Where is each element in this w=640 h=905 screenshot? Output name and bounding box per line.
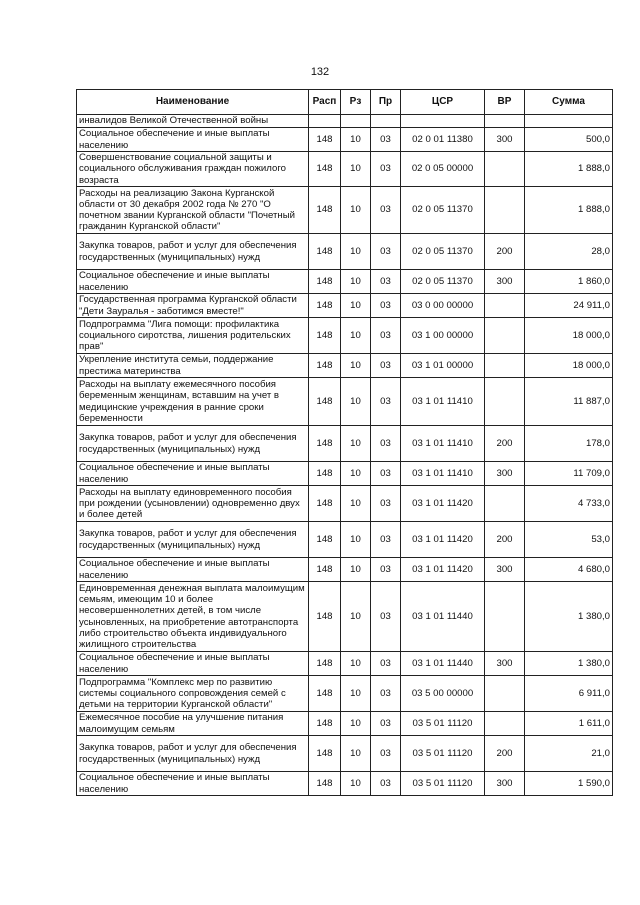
cell-rz: 10 — [341, 582, 371, 652]
cell-sum: 18 000,0 — [525, 318, 613, 354]
cell-rz: 10 — [341, 462, 371, 486]
cell-rz: 10 — [341, 128, 371, 152]
cell-pr: 03 — [371, 426, 401, 462]
cell-vr: 200 — [485, 522, 525, 558]
table-row — [77, 558, 613, 582]
cell-rasp: 148 — [309, 522, 341, 558]
cell-csr: 03 1 00 00000 — [401, 318, 485, 354]
cell-csr: 02 0 05 00000 — [401, 152, 485, 187]
header-pr: Пр — [371, 90, 401, 115]
cell-name: Подпрограмма "Лига помощи: профилактика социального сиротства, лишения родительских прав" — [77, 318, 309, 354]
cell-rasp: 148 — [309, 378, 341, 426]
table-row — [77, 187, 613, 234]
cell-vr — [485, 152, 525, 187]
table-row — [77, 294, 613, 318]
cell-rz: 10 — [341, 234, 371, 270]
header-name: Наименование — [77, 90, 309, 115]
table-row — [77, 462, 613, 486]
cell-name: Ежемесячное пособие на улучшение питания малоимущим семьям — [77, 712, 309, 736]
cell-vr: 300 — [485, 270, 525, 294]
cell-sum: 11 709,0 — [525, 462, 613, 486]
cell-vr — [485, 676, 525, 712]
header-vr: ВР — [485, 90, 525, 115]
cell-csr: 03 1 01 11410 — [401, 462, 485, 486]
cell-vr — [485, 115, 525, 128]
table-header-row — [77, 90, 613, 115]
cell-pr: 03 — [371, 354, 401, 378]
cell-rz: 10 — [341, 354, 371, 378]
cell-rasp: 148 — [309, 270, 341, 294]
header-csr: ЦСР — [401, 90, 485, 115]
table-row — [77, 652, 613, 676]
cell-csr: 03 5 01 11120 — [401, 772, 485, 796]
cell-name: Социальное обеспечение и иные выплаты населению — [77, 558, 309, 582]
cell-sum: 21,0 — [525, 736, 613, 772]
cell-csr: 02 0 01 11380 — [401, 128, 485, 152]
table-body — [77, 115, 613, 796]
cell-vr: 200 — [485, 234, 525, 270]
budget-table — [76, 89, 613, 796]
cell-pr: 03 — [371, 736, 401, 772]
cell-pr: 03 — [371, 270, 401, 294]
cell-sum: 1 611,0 — [525, 712, 613, 736]
cell-vr — [485, 318, 525, 354]
table-row — [77, 378, 613, 426]
cell-vr — [485, 486, 525, 522]
cell-rasp: 148 — [309, 187, 341, 234]
cell-csr: 03 1 01 11410 — [401, 378, 485, 426]
cell-name: Совершенствование социальной защиты и социального обслуживания граждан пожилого возраста — [77, 152, 309, 187]
cell-rasp — [309, 115, 341, 128]
cell-pr: 03 — [371, 652, 401, 676]
cell-rz: 10 — [341, 270, 371, 294]
table-row — [77, 772, 613, 796]
cell-sum: 18 000,0 — [525, 354, 613, 378]
cell-pr: 03 — [371, 187, 401, 234]
cell-name: Социальное обеспечение и иные выплаты населению — [77, 772, 309, 796]
cell-name: Государственная программа Курганской области "Дети Зауралья - заботимся вместе!" — [77, 294, 309, 318]
cell-vr: 200 — [485, 736, 525, 772]
cell-csr: 03 1 01 00000 — [401, 354, 485, 378]
cell-name: Социальное обеспечение и иные выплаты населению — [77, 128, 309, 152]
cell-rz — [341, 115, 371, 128]
table-row — [77, 736, 613, 772]
cell-name: Социальное обеспечение и иные выплаты населению — [77, 270, 309, 294]
cell-pr: 03 — [371, 486, 401, 522]
cell-pr: 03 — [371, 558, 401, 582]
page-number: 132 — [310, 66, 330, 78]
cell-pr: 03 — [371, 522, 401, 558]
cell-pr — [371, 115, 401, 128]
cell-name: Укрепление института семьи, поддержание престижа материнства — [77, 354, 309, 378]
cell-rasp: 148 — [309, 772, 341, 796]
cell-csr: 03 1 01 11440 — [401, 582, 485, 652]
cell-rz: 10 — [341, 187, 371, 234]
cell-rasp: 148 — [309, 234, 341, 270]
cell-sum: 1 380,0 — [525, 582, 613, 652]
cell-sum: 1 888,0 — [525, 187, 613, 234]
cell-rasp: 148 — [309, 486, 341, 522]
cell-sum: 178,0 — [525, 426, 613, 462]
table-row — [77, 115, 613, 128]
cell-sum: 1 380,0 — [525, 652, 613, 676]
cell-csr: 03 1 01 11440 — [401, 652, 485, 676]
cell-vr: 300 — [485, 652, 525, 676]
cell-rasp: 148 — [309, 426, 341, 462]
cell-pr: 03 — [371, 462, 401, 486]
cell-vr — [485, 582, 525, 652]
cell-vr — [485, 354, 525, 378]
cell-csr: 03 1 01 11410 — [401, 426, 485, 462]
cell-vr — [485, 294, 525, 318]
cell-name: Социальное обеспечение и иные выплаты населению — [77, 652, 309, 676]
cell-pr: 03 — [371, 712, 401, 736]
cell-sum: 53,0 — [525, 522, 613, 558]
cell-pr: 03 — [371, 378, 401, 426]
table-row — [77, 522, 613, 558]
cell-sum — [525, 115, 613, 128]
cell-sum: 1 590,0 — [525, 772, 613, 796]
cell-rz: 10 — [341, 736, 371, 772]
cell-name: Расходы на выплату ежемесячного пособия беременным женщинам, вставшим на учет в медицинские учреждения в ранние сроки беременности — [77, 378, 309, 426]
table-row — [77, 486, 613, 522]
cell-sum: 1 860,0 — [525, 270, 613, 294]
cell-sum: 6 911,0 — [525, 676, 613, 712]
cell-pr: 03 — [371, 772, 401, 796]
cell-sum: 500,0 — [525, 128, 613, 152]
cell-rasp: 148 — [309, 652, 341, 676]
cell-name: Закупка товаров, работ и услуг для обеспечения государственных (муниципальных) нужд — [77, 522, 309, 558]
cell-csr: 02 0 05 11370 — [401, 187, 485, 234]
cell-rz: 10 — [341, 426, 371, 462]
cell-name: Единовременная денежная выплата малоимущим семьям, имеющим 10 и более несовершеннолетних детей, в том числе усыновленных, на приобретение автотранспорта либо строительство объекта индивидуального жилищного строительства — [77, 582, 309, 652]
cell-csr: 03 1 01 11420 — [401, 486, 485, 522]
cell-name: Подпрограмма "Комплекс мер по развитию системы социального сопровождения семей с детьми на территории Курганской области" — [77, 676, 309, 712]
cell-csr: 03 1 01 11420 — [401, 558, 485, 582]
cell-name: Закупка товаров, работ и услуг для обеспечения государственных (муниципальных) нужд — [77, 736, 309, 772]
cell-vr: 300 — [485, 558, 525, 582]
cell-rz: 10 — [341, 676, 371, 712]
cell-vr: 300 — [485, 772, 525, 796]
cell-rz: 10 — [341, 152, 371, 187]
cell-rasp: 148 — [309, 128, 341, 152]
cell-sum: 11 887,0 — [525, 378, 613, 426]
table-row — [77, 270, 613, 294]
cell-vr — [485, 187, 525, 234]
cell-csr: 02 0 05 11370 — [401, 234, 485, 270]
cell-rasp: 148 — [309, 152, 341, 187]
header-sum: Сумма — [525, 90, 613, 115]
cell-csr: 03 0 00 00000 — [401, 294, 485, 318]
cell-rz: 10 — [341, 378, 371, 426]
cell-rasp: 148 — [309, 318, 341, 354]
cell-rz: 10 — [341, 522, 371, 558]
table-row — [77, 152, 613, 187]
cell-csr: 03 5 00 00000 — [401, 676, 485, 712]
cell-vr: 300 — [485, 128, 525, 152]
header-rasp: Расп — [309, 90, 341, 115]
table-row — [77, 234, 613, 270]
cell-name: инвалидов Великой Отечественной войны — [77, 115, 309, 128]
cell-pr: 03 — [371, 582, 401, 652]
table-row — [77, 712, 613, 736]
cell-rasp: 148 — [309, 354, 341, 378]
cell-name: Расходы на реализацию Закона Курганской области от 30 декабря 2002 года № 270 "О почетном звании Курганской области "Почетный гражданин Курганской области" — [77, 187, 309, 234]
cell-rasp: 148 — [309, 736, 341, 772]
header-rz: Рз — [341, 90, 371, 115]
cell-sum: 1 888,0 — [525, 152, 613, 187]
cell-rz: 10 — [341, 294, 371, 318]
cell-rasp: 148 — [309, 582, 341, 652]
cell-pr: 03 — [371, 676, 401, 712]
table-row — [77, 582, 613, 652]
cell-rz: 10 — [341, 558, 371, 582]
table-row — [77, 426, 613, 462]
cell-csr: 03 5 01 11120 — [401, 736, 485, 772]
cell-csr: 02 0 05 11370 — [401, 270, 485, 294]
cell-rasp: 148 — [309, 676, 341, 712]
table-row — [77, 676, 613, 712]
cell-rasp: 148 — [309, 294, 341, 318]
cell-pr: 03 — [371, 152, 401, 187]
cell-name: Закупка товаров, работ и услуг для обеспечения государственных (муниципальных) нужд — [77, 234, 309, 270]
cell-rasp: 148 — [309, 558, 341, 582]
table-row — [77, 318, 613, 354]
cell-rz: 10 — [341, 486, 371, 522]
cell-csr: 03 1 01 11420 — [401, 522, 485, 558]
cell-vr — [485, 712, 525, 736]
cell-sum: 28,0 — [525, 234, 613, 270]
cell-rz: 10 — [341, 772, 371, 796]
cell-name: Расходы на выплату единовременного пособия при рождении (усыновлении) одновременно двух и более детей — [77, 486, 309, 522]
cell-sum: 4 680,0 — [525, 558, 613, 582]
cell-pr: 03 — [371, 294, 401, 318]
cell-pr: 03 — [371, 128, 401, 152]
cell-rz: 10 — [341, 318, 371, 354]
cell-rz: 10 — [341, 652, 371, 676]
cell-csr: 03 5 01 11120 — [401, 712, 485, 736]
cell-csr — [401, 115, 485, 128]
cell-rasp: 148 — [309, 462, 341, 486]
cell-vr: 200 — [485, 426, 525, 462]
cell-rz: 10 — [341, 712, 371, 736]
cell-name: Социальное обеспечение и иные выплаты населению — [77, 462, 309, 486]
cell-rasp: 148 — [309, 712, 341, 736]
cell-sum: 4 733,0 — [525, 486, 613, 522]
cell-pr: 03 — [371, 318, 401, 354]
cell-sum: 24 911,0 — [525, 294, 613, 318]
cell-vr: 300 — [485, 462, 525, 486]
table-row — [77, 128, 613, 152]
cell-pr: 03 — [371, 234, 401, 270]
cell-vr — [485, 378, 525, 426]
cell-name: Закупка товаров, работ и услуг для обеспечения государственных (муниципальных) нужд — [77, 426, 309, 462]
table-row — [77, 354, 613, 378]
